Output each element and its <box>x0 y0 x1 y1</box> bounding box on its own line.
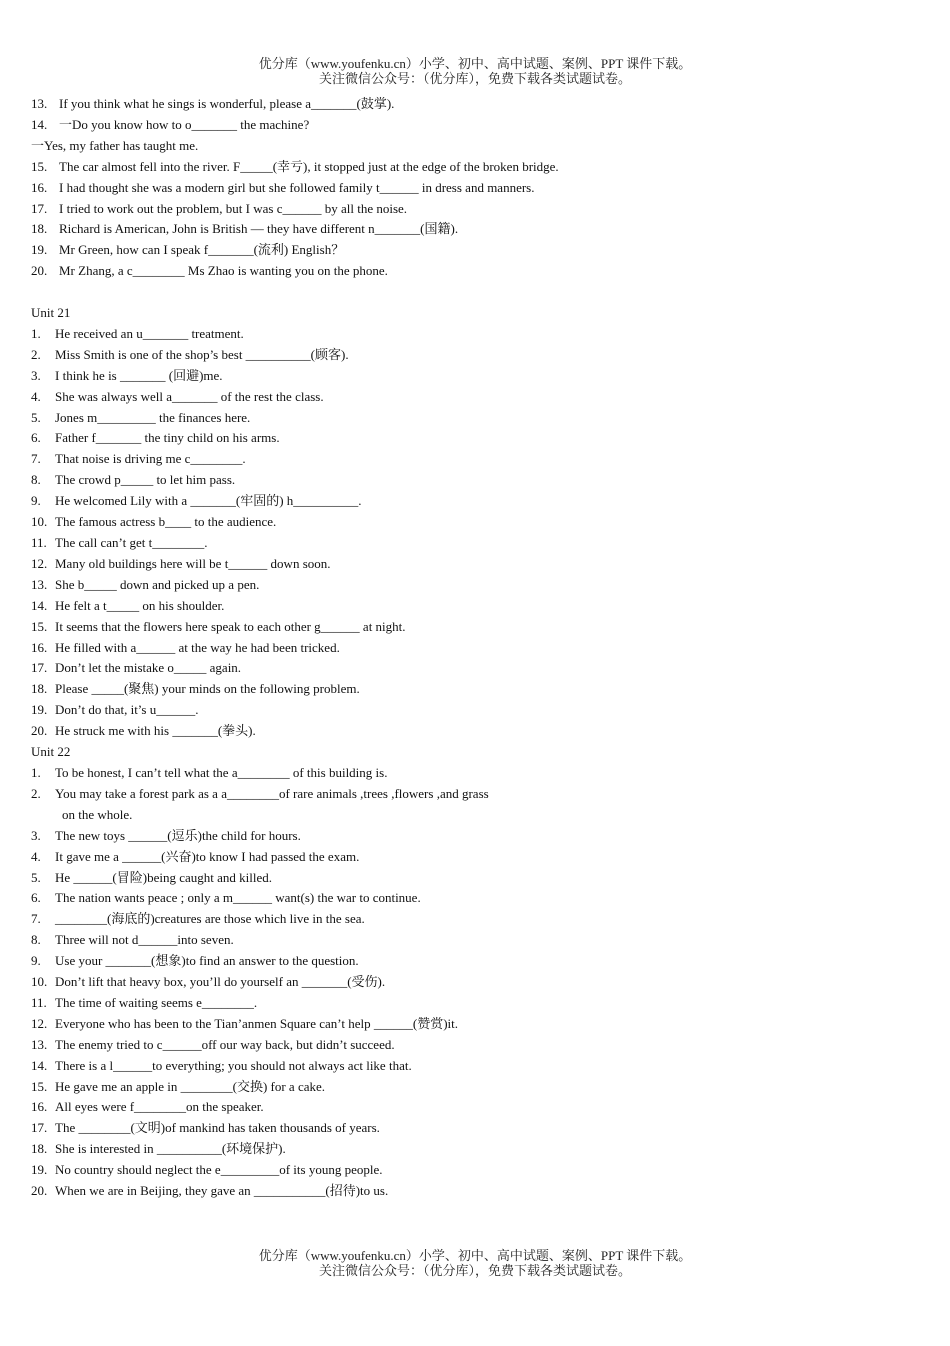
question-number: 14. <box>31 116 48 132</box>
question-item <box>31 1160 911 1181</box>
question-text: Father f_______ the tiny child on his arms. <box>55 430 280 446</box>
question-number: 5. <box>31 409 41 425</box>
question-number: 9. <box>31 953 41 969</box>
question-number: 11. <box>31 994 47 1010</box>
question-text: You may take a forest park as a a________of rare animals ,trees ,flowers ,and grass <box>55 785 489 801</box>
question-number: 9. <box>31 493 41 509</box>
question-item <box>31 826 911 847</box>
question-item <box>31 1014 911 1035</box>
question-item <box>31 261 911 282</box>
question-item <box>31 533 911 554</box>
footer-line-1: 优分库（www.youfenku.cn）小学、初中、高中试题、案例、PPT 课件下载。 <box>258 1248 692 1263</box>
question-item <box>31 700 911 721</box>
unit-21-questions <box>31 324 911 742</box>
question-number: 10. <box>31 514 48 530</box>
question-number: 17. <box>31 660 48 676</box>
question-item <box>31 324 911 345</box>
question-text: Everyone who has been to the Tian’anmen Square can’t help ______(赞赏)it. <box>55 1015 459 1031</box>
question-item <box>31 1139 911 1160</box>
question-number: 16. <box>31 639 48 655</box>
question-number: 18. <box>31 221 48 237</box>
question-text: I think he is _______ (回避)me. <box>55 367 223 383</box>
question-number: 18. <box>31 681 48 697</box>
question-item <box>31 512 911 533</box>
question-text: The ________(文明)of mankind has taken thousands of years. <box>55 1120 380 1136</box>
question-text: He gave me an apple in ________(交换) for a cake. <box>55 1078 326 1094</box>
question-text: The call can’t get t________. <box>55 535 208 551</box>
question-number: 20. <box>31 263 48 279</box>
question-number: 4. <box>31 388 41 404</box>
question-text: Mr Zhang, a c________ Ms Zhao is wanting you on the phone. <box>59 263 388 279</box>
question-number: 20. <box>31 1183 48 1199</box>
question-number: 15. <box>31 158 48 174</box>
question-number: 6. <box>31 890 41 906</box>
page-header <box>0 56 950 86</box>
question-item <box>31 993 911 1014</box>
question-text: Miss Smith is one of the shop’s best __________(顾客). <box>55 346 349 362</box>
question-item <box>31 199 911 220</box>
question-text: Don’t lift that heavy box, you’ll do yourself an _______(受伤). <box>55 974 386 990</box>
question-text: He ______(冒险)being caught and killed. <box>55 869 272 885</box>
question-number: 1. <box>31 325 41 341</box>
question-item <box>31 596 911 617</box>
question-text: He filled with a______ at the way he had been tricked. <box>55 639 340 655</box>
question-text: The new toys ______(逗乐)the child for hours. <box>55 827 301 843</box>
question-number: 8. <box>31 472 41 488</box>
question-number: 7. <box>31 911 41 927</box>
unit-22-title: Unit 22 <box>31 744 71 760</box>
question-text: Jones m_________ the finances here. <box>55 409 251 425</box>
question-number: 13. <box>31 96 48 111</box>
question-number: 17. <box>31 1120 48 1136</box>
question-item <box>31 178 911 199</box>
question-item <box>31 763 911 784</box>
question-item <box>31 366 911 387</box>
question-item <box>31 868 911 889</box>
question-text: Many old buildings here will be t______ down soon. <box>55 555 331 571</box>
question-item <box>31 219 911 240</box>
question-number: 15. <box>31 1078 48 1094</box>
question-number: 11. <box>31 535 47 551</box>
header-line-2: 关注微信公众号：（优分库），免费下载各类试题试卷。 <box>318 71 631 86</box>
question-number: 5. <box>31 869 41 885</box>
question-text: Richard is American, John is British — they have different n_______(国籍). <box>59 221 459 237</box>
question-number: 6. <box>31 430 41 446</box>
question-text: Mr Green, how can I speak f_______(流利) English？ <box>59 242 345 258</box>
page-footer <box>0 1248 950 1278</box>
question-text: If you think what he sings is wonderful, please a_______(鼓掌). <box>59 96 395 111</box>
question-number: 8. <box>31 932 41 948</box>
question-number: 17. <box>31 200 48 216</box>
question-text: The nation wants peace ; only a m______ want(s) the war to continue. <box>55 890 421 906</box>
question-number: 12. <box>31 555 48 571</box>
question-item <box>31 951 911 972</box>
question-text: That noise is driving me c________. <box>55 451 246 467</box>
question-item <box>31 470 911 491</box>
question-item <box>31 721 911 742</box>
question-item <box>31 449 911 470</box>
question-text: He felt a t_____ on his shoulder. <box>55 597 225 613</box>
question-text: The enemy tried to c______off our way back, but didn’t succeed. <box>55 1036 395 1052</box>
question-item <box>31 617 911 638</box>
question-item <box>31 575 911 596</box>
question-item <box>31 679 911 700</box>
document-body <box>31 94 911 1202</box>
question-text: 一Do you know how to o_______ the machine? <box>59 116 310 132</box>
question-number: 12. <box>31 1015 48 1031</box>
question-text-continuation: on the whole. <box>62 806 133 822</box>
question-text: To be honest, I can’t tell what the a________ of this building is. <box>55 764 388 780</box>
question-text: He received an u_______ treatment. <box>55 325 244 341</box>
question-item <box>31 658 911 679</box>
question-number: 3. <box>31 827 41 843</box>
question-number: 13. <box>31 1036 48 1052</box>
question-text: He welcomed Lily with a _______(牢固的) h__________. <box>55 493 362 509</box>
dialogue-reply: 一Yes, my father has taught me. <box>31 137 199 153</box>
question-number: 20. <box>31 723 48 739</box>
question-item <box>31 345 911 366</box>
question-text: She b_____ down and picked up a pen. <box>55 576 260 592</box>
question-item <box>31 1035 911 1056</box>
unit-21-title: Unit 21 <box>31 305 71 321</box>
question-text: It gave me a ______(兴奋)to know I had passed the exam. <box>55 848 360 864</box>
question-text: No country should neglect the e_________of its young people. <box>55 1162 383 1178</box>
question-item <box>31 387 911 408</box>
question-text: The crowd p_____ to let him pass. <box>55 472 236 488</box>
footer-line-2: 关注微信公众号：（优分库），免费下载各类试题试卷。 <box>318 1263 631 1278</box>
question-number: 10. <box>31 974 48 990</box>
question-item <box>31 909 911 930</box>
question-number: 16. <box>31 179 48 195</box>
question-item <box>31 94 911 115</box>
question-text: Don’t do that, it’s u______. <box>55 702 199 718</box>
question-item <box>31 930 911 951</box>
question-number: 7. <box>31 451 41 467</box>
question-text: She was always well a_______ of the rest the class. <box>55 388 324 404</box>
question-item <box>31 1077 911 1098</box>
unit-22-questions <box>31 763 911 1202</box>
question-number: 19. <box>31 242 48 258</box>
question-text: I tried to work out the problem, but I was c______ by all the noise. <box>59 200 408 216</box>
question-item <box>31 1056 911 1077</box>
question-item <box>31 888 911 909</box>
question-text: All eyes were f________on the speaker. <box>55 1099 264 1115</box>
question-item <box>31 784 911 805</box>
question-text: Use your _______(想象)to find an answer to the question. <box>55 953 359 969</box>
blank-line <box>31 282 911 303</box>
question-text: I had thought she was a modern girl but she followed family t______ in dress and manners. <box>59 179 535 195</box>
question-number: 2. <box>31 346 41 362</box>
question-item <box>31 408 911 429</box>
question-item <box>31 428 911 449</box>
question-text: The car almost fell into the river. F_____(幸亏), it stopped just at the edge of the broken bridge. <box>59 158 559 174</box>
question-text: There is a l______to everything; you should not always act like that. <box>55 1057 412 1073</box>
question-number: 14. <box>31 1057 48 1073</box>
header-line-1: 优分库（www.youfenku.cn）小学、初中、高中试题、案例、PPT 课件下载。 <box>258 56 692 71</box>
question-item <box>31 115 911 136</box>
question-number: 18. <box>31 1141 48 1157</box>
question-number: 16. <box>31 1099 48 1115</box>
question-item <box>31 157 911 178</box>
question-text: He struck me with his _______(拳头). <box>55 723 256 739</box>
question-number: 13. <box>31 576 48 592</box>
question-number: 19. <box>31 1162 48 1178</box>
question-text: Three will not d______into seven. <box>55 932 234 948</box>
question-item <box>31 1181 911 1202</box>
question-item <box>31 554 911 575</box>
question-text: The famous actress b____ to the audience. <box>55 514 277 530</box>
question-number: 15. <box>31 618 48 634</box>
question-item <box>31 638 911 659</box>
question-text: When we are in Beijing, they gave an ___________(招待)to us. <box>55 1183 389 1199</box>
question-number: 1. <box>31 764 41 780</box>
question-number: 2. <box>31 785 41 801</box>
question-text: She is interested in __________(环境保护). <box>55 1141 286 1157</box>
question-item <box>31 491 911 512</box>
question-number: 4. <box>31 848 41 864</box>
question-number: 3. <box>31 367 41 383</box>
question-number: 14. <box>31 597 48 613</box>
question-item <box>31 1097 911 1118</box>
question-text: Please _____(聚焦) your minds on the following problem. <box>55 681 360 697</box>
question-item <box>31 1118 911 1139</box>
question-item <box>31 240 911 261</box>
question-item <box>31 847 911 868</box>
question-text: The time of waiting seems e________. <box>55 994 258 1010</box>
question-text: Don’t let the mistake o_____ again. <box>55 660 242 676</box>
question-text: It seems that the flowers here speak to each other g______ at night. <box>55 618 406 634</box>
question-number: 19. <box>31 702 48 718</box>
question-text: ________(海底的)creatures are those which live in the sea. <box>55 911 365 927</box>
question-item <box>31 972 911 993</box>
